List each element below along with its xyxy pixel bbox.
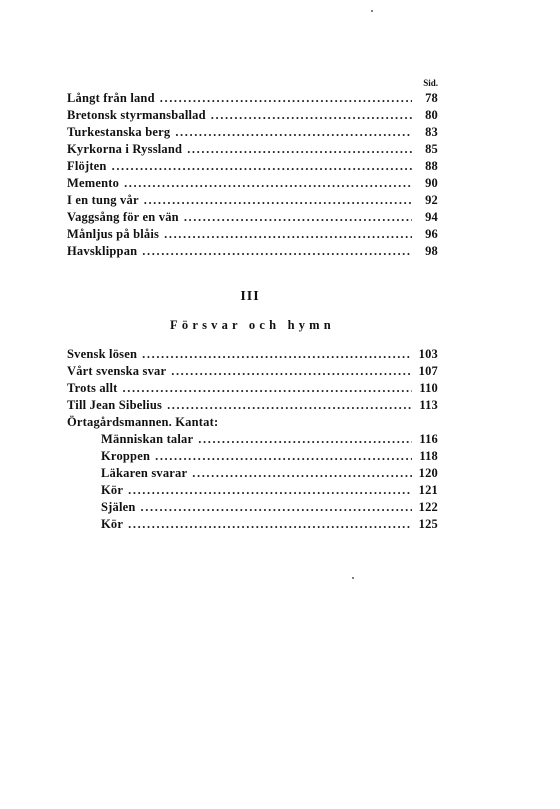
dot-leader [164, 226, 412, 243]
toc-entry-page: 98 [425, 244, 438, 258]
toc-entry-title: Vårt svenska svar [67, 364, 167, 378]
toc-entry-page: 90 [425, 176, 438, 190]
toc-entry[interactable] [67, 124, 438, 141]
toc-entry-title: Kör [101, 483, 124, 497]
toc-entry-title: Bretonsk styrmansballad [67, 108, 206, 122]
toc-entry-title: Till Jean Sibelius [67, 398, 163, 412]
toc-entry[interactable] [67, 516, 438, 533]
toc-entry[interactable] [67, 448, 438, 465]
dot-leader [167, 397, 412, 414]
toc-entry[interactable] [67, 243, 438, 260]
toc-entry[interactable] [67, 397, 438, 414]
toc-entry-page: 96 [425, 227, 438, 241]
print-speck [371, 10, 373, 12]
dot-leader [141, 499, 412, 516]
toc-entry-page: 110 [419, 381, 438, 395]
toc-entry-title: Svensk lösen [67, 347, 138, 361]
toc-entry-title: Vaggsång för en vän [67, 210, 179, 224]
toc-entry-page: 107 [418, 364, 438, 378]
toc-list-part-2 [67, 90, 438, 260]
dot-leader [144, 192, 412, 209]
toc-entry[interactable] [67, 107, 438, 124]
toc-group-heading [67, 414, 438, 431]
toc-list-part-3 [67, 346, 438, 533]
toc-entry-title: Flöjten [67, 159, 107, 173]
toc-entry[interactable] [67, 482, 438, 499]
toc-entry-page: 120 [418, 466, 438, 480]
section-numeral: III [240, 289, 260, 304]
toc-entry-title: Örtagårdsmannen. Kantat: [67, 415, 219, 429]
dot-leader [124, 175, 412, 192]
toc-entry[interactable] [67, 431, 438, 448]
toc-entry-page: 122 [418, 500, 438, 514]
toc-entry[interactable] [67, 346, 438, 363]
toc-entry-title: Kroppen [101, 449, 151, 463]
toc-entry[interactable] [67, 499, 438, 516]
toc-entry[interactable] [67, 363, 438, 380]
toc-entry-title: Kör [101, 517, 124, 531]
dot-leader [112, 158, 412, 175]
toc-entry-title: Människan talar [101, 432, 194, 446]
toc-entry-page: 94 [425, 210, 438, 224]
toc-entry-page: 83 [425, 125, 438, 139]
section-title: Försvar och hymn [170, 318, 335, 332]
toc-entry-title: Läkaren svarar [101, 466, 188, 480]
toc-entry-page: 103 [418, 347, 438, 361]
toc-entry-page: 92 [425, 193, 438, 207]
toc-entry-title: Månljus på blåis [67, 227, 160, 241]
dot-leader [187, 141, 412, 158]
toc-entry-title: Långt från land [67, 91, 155, 105]
toc-entry-title: Turkestanska berg [67, 125, 171, 139]
dot-leader [128, 482, 412, 499]
toc-entry[interactable] [67, 380, 438, 397]
toc-entry-page: 80 [425, 108, 438, 122]
toc-entry-title: Trots allt [67, 381, 118, 395]
toc-entry[interactable] [67, 141, 438, 158]
dot-leader [128, 516, 412, 533]
toc-entry[interactable] [67, 465, 438, 482]
toc-entry-title: Själen [101, 500, 136, 514]
dot-leader [123, 380, 413, 397]
dot-leader [198, 431, 412, 448]
toc-entry-title: I en tung vår [67, 193, 139, 207]
toc-entry-page: 118 [419, 449, 438, 463]
dot-leader [155, 448, 412, 465]
toc-entry-page: 85 [425, 142, 438, 156]
toc-entry-page: 116 [419, 432, 438, 446]
dot-leader [142, 346, 412, 363]
toc-entry-page: 78 [425, 91, 438, 105]
dot-leader [171, 363, 412, 380]
dot-leader [211, 107, 412, 124]
print-speck [352, 577, 354, 579]
toc-entry-page: 88 [425, 159, 438, 173]
toc-entry[interactable] [67, 158, 438, 175]
toc-entry-title: Havsklippan [67, 244, 138, 258]
toc-entry[interactable] [67, 175, 438, 192]
toc-entry[interactable] [67, 192, 438, 209]
toc-entry-title: Memento [67, 176, 120, 190]
dot-leader [192, 465, 412, 482]
dot-leader [160, 90, 412, 107]
toc-entry[interactable] [67, 90, 438, 107]
toc-entry-title: Kyrkorna i Ryssland [67, 142, 183, 156]
toc-entry[interactable] [67, 226, 438, 243]
dot-leader [142, 243, 412, 260]
dot-leader [175, 124, 412, 141]
toc-entry-page: 113 [419, 398, 438, 412]
toc-entry-page: 125 [418, 517, 438, 531]
toc-entry[interactable] [67, 209, 438, 226]
page-column-header: Sid. [423, 78, 438, 88]
toc-entry-page: 121 [418, 483, 438, 497]
dot-leader [184, 209, 412, 226]
